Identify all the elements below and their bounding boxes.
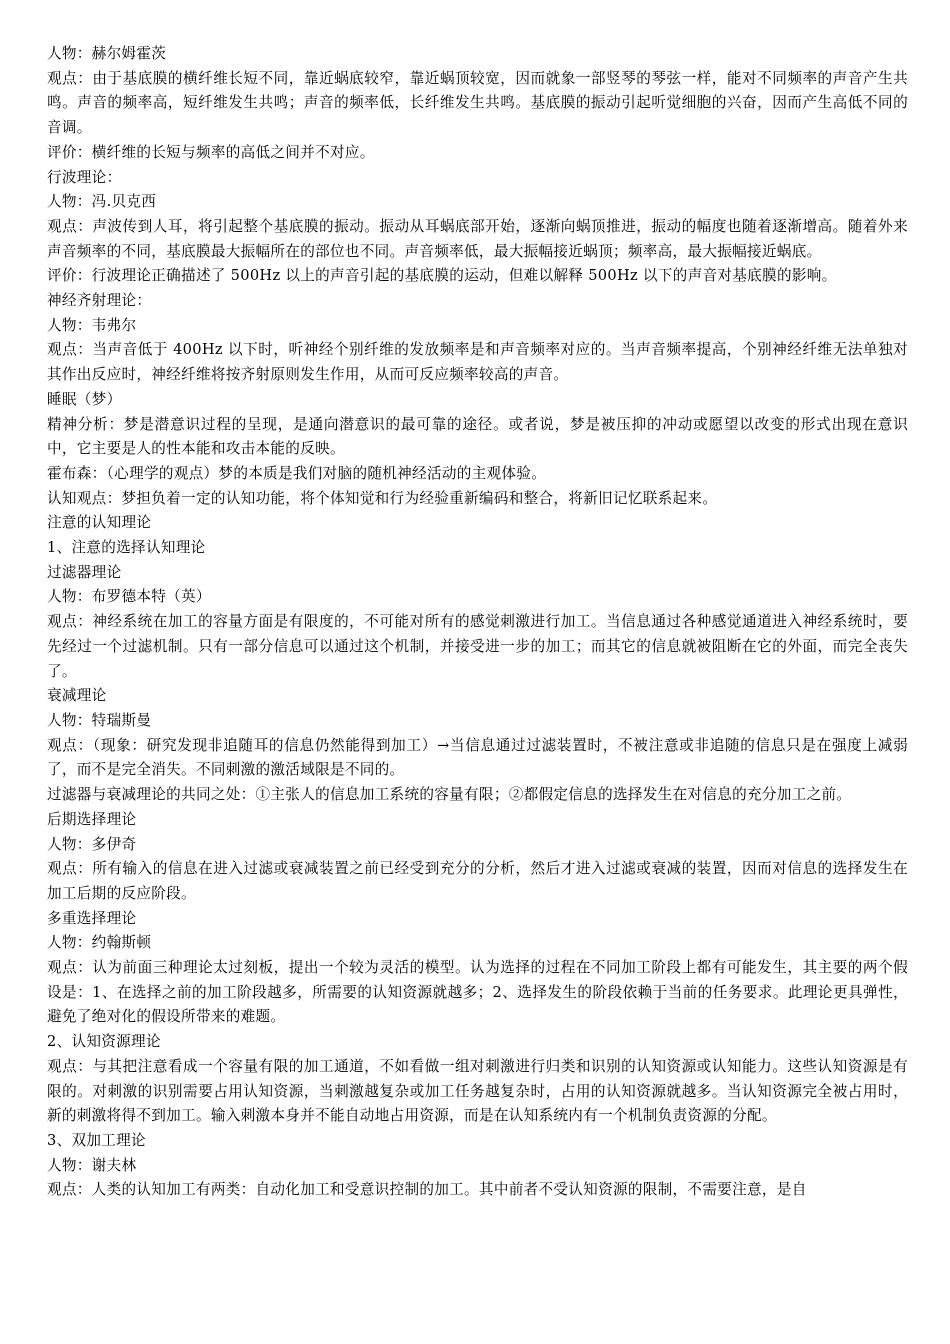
viewpoint-late-selection: 观点：所有输入的信息在进入过滤或衰减装置之前已经受到充分的分析，然后才进入过滤或衰减的装置，因而对信息的选择发生在加工后期的反应阶段。	[47, 860, 908, 902]
person-treisman: 人物：特瑞斯曼	[47, 711, 152, 729]
psychoanalysis-dream: 精神分析：梦是潜意识过程的呈现，是通向潜意识的最可靠的途径。或者说，梦是被压抑的冲动或愿望以改变的形式出现在意识中，它主要是人的性本能和攻击本能的反映。	[47, 415, 908, 458]
viewpoint-multiple-selection: 观点：认为前面三种理论太过刻板，提出一个较为灵活的模型。认为选择的过程在不同加工阶段上都有可能发生，其主要的两个假设是：1、在选择之前的加工阶段越多，所需要的认知资源就越多；2、选择发生的阶段依赖于当前的任务要求。此理论更具弹性，避免了绝对化的假设所带来的难题。	[47, 959, 908, 1026]
viewpoint-resource: 观点：与其把注意看成一个容量有限的加工通道，不如看做一组对刺激进行归类和识别的认知资源或认知能力。这些认知资源是有限的。对刺激的识别需要占用认知资源，当刺激越复杂或加工任务越复杂时，占用的认知资源就越多。当认知资源完全被占用时，新的刺激将得不到加工。输入刺激本身并不能自动地占用资源，而是在认知系统内有一个机制负责资源的分配。	[47, 1057, 908, 1125]
person-wever: 人物：韦弗尔	[47, 316, 137, 334]
evaluation-resonance: 评价：横纤维的长短与频率的高低之间并不对应。	[47, 143, 375, 161]
heading-resource-theory: 2、认知资源理论	[47, 1033, 161, 1051]
heading-selection-theory: 1、注意的选择认知理论	[47, 539, 206, 557]
evaluation-traveling-wave: 评价：行波理论正确描述了 500Hz 以上的声音引起的基底膜的运动，但难以解释 500Hz 以下的声音对基底膜的影响。	[47, 267, 837, 285]
document-body	[47, 42, 908, 1203]
viewpoint-volley: 观点：当声音低于 400Hz 以下时，听神经个别纤维的发放频率是和声音频率对应的。当声音频率提高，个别神经纤维无法单独对其作出反应时，神经纤维将按齐射原则发生作用，从而可反应频率较高的声音。	[47, 341, 908, 384]
hobson-dream: 霍布森：（心理学的观点）梦的本质是我们对脑的随机神经活动的主观体验。	[47, 464, 547, 482]
viewpoint-dual-process: 观点：人类的认知加工有两类：自动化加工和受意识控制的加工。其中前者不受认知资源的限制，不需要注意，是自	[47, 1181, 807, 1199]
viewpoint-filter: 观点：神经系统在加工的容量方面是有限度的，不可能对所有的感觉刺激进行加工。当信息通过各种感觉通道进入神经系统时，要先经过一个过滤机制。只有一部分信息可以通过这个机制，并接受进一步的加工；而其它的信息就被阻断在它的外面，而完全丧失了。	[47, 613, 908, 680]
filter-attenuation-common: 过滤器与衰减理论的共同之处：①主张人的信息加工系统的容量有限；②都假定信息的选择发生在对信息的充分加工之前。	[47, 786, 852, 804]
heading-volley-theory: 神经齐射理论：	[47, 292, 152, 310]
cognitive-dream: 认知观点：梦担负着一定的认知功能，将个体知觉和行为经验重新编码和整合，将新旧记忆联系起来。	[47, 489, 718, 507]
person-helmholtz: 人物：赫尔姆霍茨	[47, 45, 167, 62]
viewpoint-resonance: 观点：由于基底膜的横纤维长短不同，靠近蜗底较窄，靠近蜗顶较宽，因而就象一部竖琴的琴弦一样，能对不同频率的声音产生共鸣。声音的频率高，短纤维发生共鸣；声音的频率低，长纤维发生共鸣。基底膜的振动引起听觉细胞的兴奋，因而产生高低不同的音调。	[47, 69, 908, 137]
person-broadbent: 人物：布罗德本特（英）	[47, 588, 211, 606]
heading-attention-theories: 注意的认知理论	[47, 514, 152, 532]
heading-late-selection: 后期选择理论	[47, 810, 137, 828]
viewpoint-attenuation: 观点：（现象：研究发现非追随耳的信息仍然能得到加工）→当信息通过过滤装置时，不被注意或非追随的信息只是在强度上减弱了，而不是完全消失。不同刺激的激活域限是不同的。	[47, 736, 908, 779]
person-shiffrin: 人物：谢夫林	[47, 1156, 137, 1174]
heading-attenuation-theory: 衰减理论	[47, 687, 107, 705]
person-deutsch: 人物：多伊奇	[47, 835, 137, 853]
heading-traveling-wave: 行波理论：	[47, 168, 122, 186]
heading-dual-process: 3、双加工理论	[47, 1131, 146, 1149]
person-bekesy: 人物：冯.贝克西	[47, 193, 157, 211]
heading-filter-theory: 过滤器理论	[47, 563, 122, 581]
heading-multiple-selection: 多重选择理论	[47, 909, 137, 927]
person-johnston: 人物：约翰斯顿	[47, 934, 152, 952]
heading-sleep-dream: 睡眠（梦）	[47, 390, 122, 408]
viewpoint-traveling-wave: 观点：声波传到人耳，将引起整个基底膜的振动。振动从耳蜗底部开始，逐渐向蜗顶推进，振动的幅度也随着逐渐增高。随着外来声音频率的不同，基底膜最大振幅所在的部位也不同。声音频率低，最大振幅接近蜗顶；频率高，最大振幅接近蜗底。	[47, 217, 908, 260]
